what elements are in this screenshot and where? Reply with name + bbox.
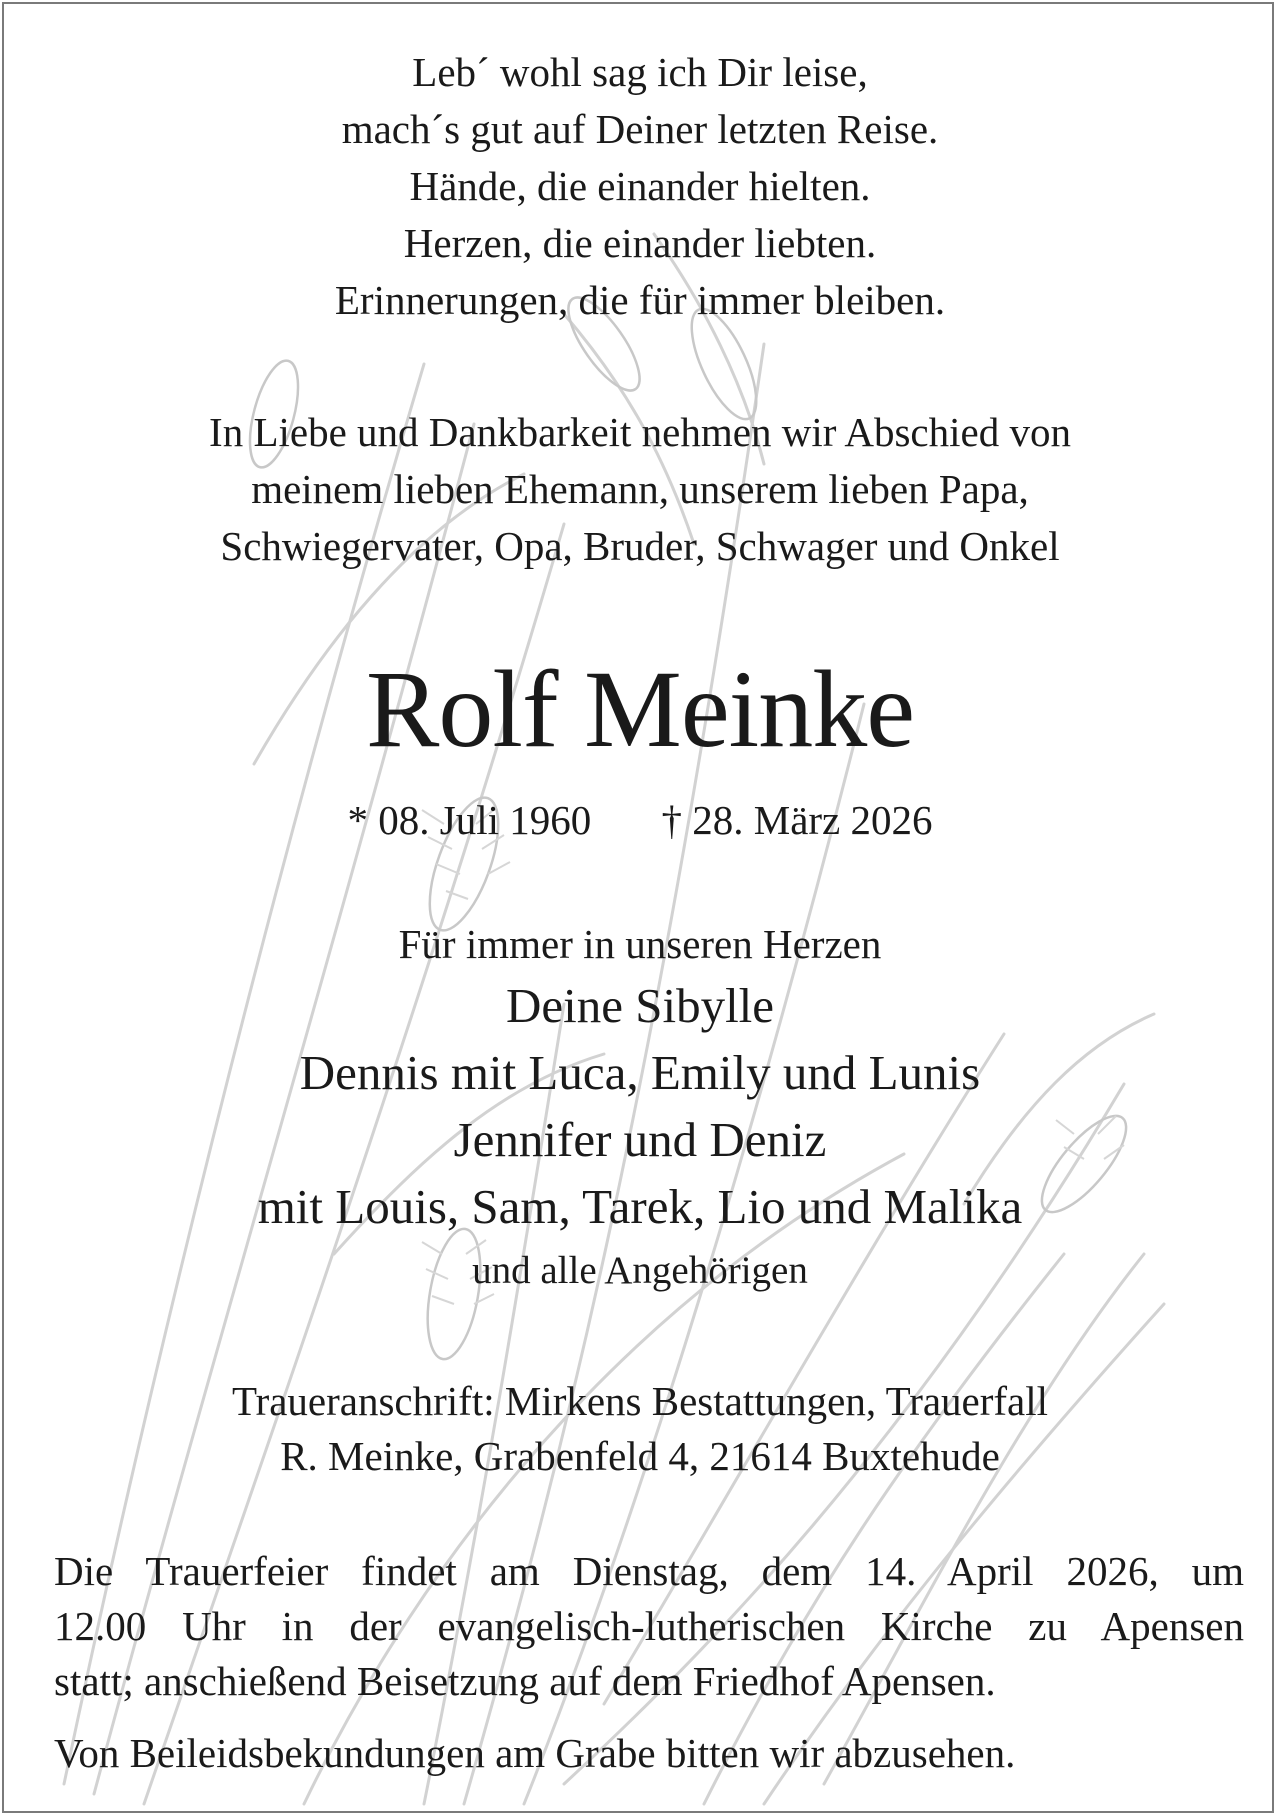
- poem-line: Herzen, die einander liebten.: [403, 220, 877, 266]
- poem-line: Hände, die einander hielten.: [409, 163, 871, 209]
- poem-line: Erinnerungen, die für immer bleiben.: [334, 277, 946, 323]
- ceremony-line: 12.00 Uhr in der evangelisch-lutherischen Kirche zu Apensen: [54, 1603, 1244, 1649]
- farewell-text: [4, 404, 1274, 575]
- life-dates: [4, 792, 1274, 849]
- farewell-line: meinem lieben Ehemann, unserem lieben Papa,: [251, 466, 1029, 512]
- farewell-line: In Liebe und Dankbarkeit nehmen wir Abschied von: [209, 409, 1071, 455]
- deceased-name: Rolf Meinke: [365, 648, 915, 770]
- family-line: Jennifer und Deniz: [453, 1112, 827, 1167]
- poem-line: Leb´ wohl sag ich Dir leise,: [412, 49, 868, 95]
- family-list: [4, 972, 1274, 1240]
- birth-date: * 08. Juli 1960: [347, 797, 592, 843]
- mourners-intro: Für immer in unseren Herzen: [398, 921, 882, 967]
- poem-line: mach´s gut auf Deiner letzten Reise.: [341, 106, 939, 152]
- poem: [4, 44, 1274, 329]
- mourning-address: [4, 1374, 1274, 1484]
- farewell-line: Schwiegervater, Opa, Bruder, Schwager und Onkel: [220, 523, 1060, 569]
- closing-request: Von Beileidsbekundungen am Grabe bitten wir abzusehen.: [54, 1730, 1016, 1776]
- death-date: † 28. März 2026: [661, 797, 933, 843]
- notice-content: [4, 4, 1274, 1813]
- family-line: mit Louis, Sam, Tarek, Lio und Malika: [257, 1179, 1023, 1234]
- address-line: R. Meinke, Grabenfeld 4, 21614 Buxtehude: [280, 1433, 1000, 1479]
- address-line: Traueranschrift: Mirkens Bestattungen, Trauerfall: [231, 1378, 1049, 1424]
- ceremony-line: Die Trauerfeier findet am Dienstag, dem 14. April 2026, um: [54, 1548, 1244, 1594]
- relatives-line: und alle Angehörigen: [472, 1249, 808, 1292]
- ceremony-info: [54, 1544, 1244, 1709]
- family-line: Dennis mit Luca, Emily und Lunis: [299, 1045, 981, 1100]
- obituary-notice: [2, 2, 1274, 1813]
- ceremony-line: statt; anschießend Beisetzung auf dem Friedhof Apensen.: [54, 1658, 996, 1704]
- family-line: Deine Sibylle: [505, 978, 775, 1033]
